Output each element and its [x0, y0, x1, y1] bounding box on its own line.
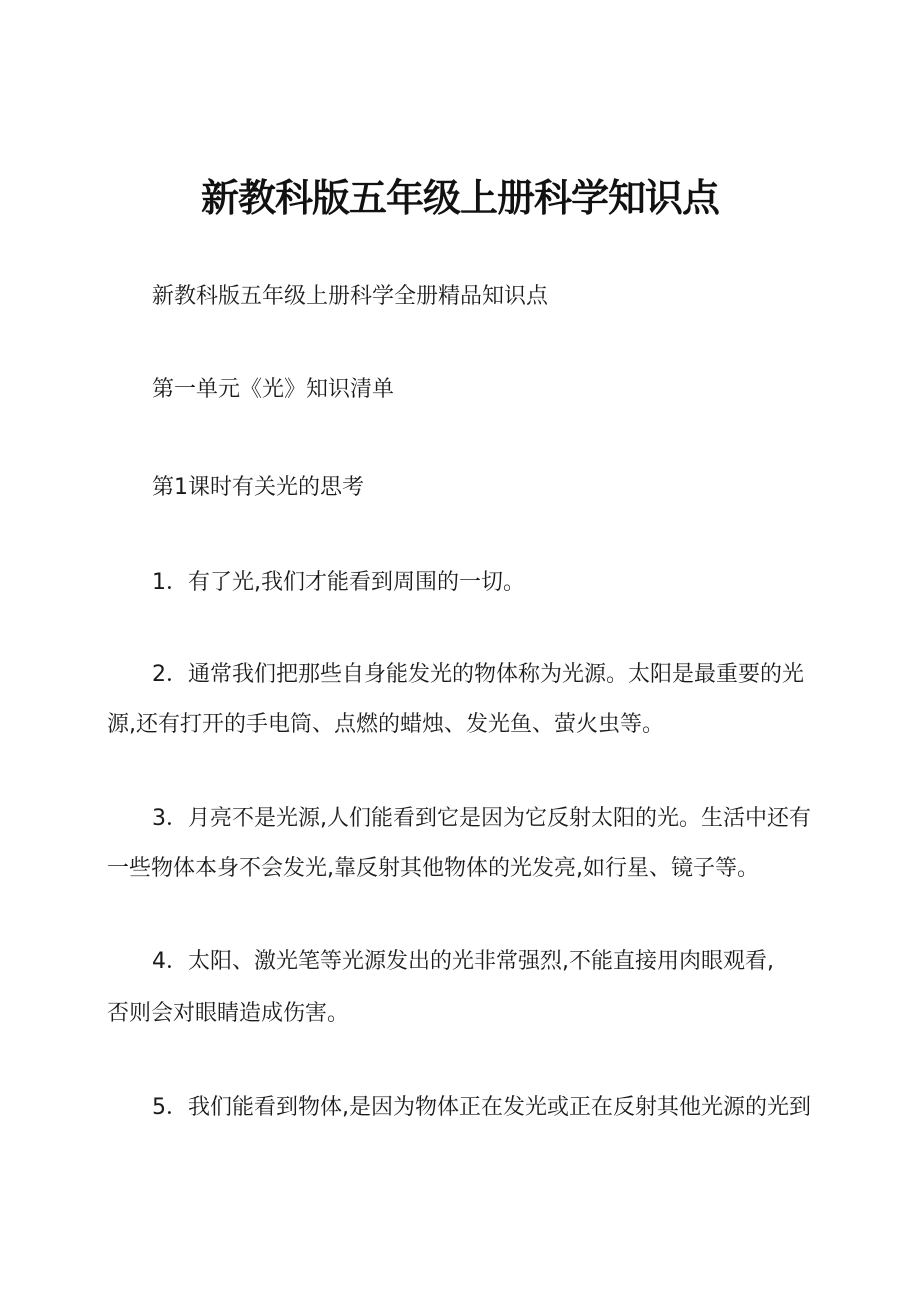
item-4-line-1: 4．太阳、激光笔等光源发出的光非常强烈,不能直接用肉眼观看, — [152, 949, 774, 974]
item-5-line-1: 5．我们能看到物体,是因为物体正在发光或正在反射其他光源的光到 — [152, 1095, 811, 1120]
unit-heading: 第一单元《光》知识清单 — [152, 377, 395, 402]
lesson-heading: 第1课时有关光的思考 — [152, 475, 364, 500]
item-3-line-2: 一些物体本身不会发光,靠反射其他物体的光发亮,如行星、镜子等。 — [107, 856, 759, 881]
item-4-line-2: 否则会对眼睛造成伤害。 — [107, 1001, 350, 1026]
item-2-line-2: 源,还有打开的手电筒、点燃的蜡烛、发光鱼、萤火虫等。 — [107, 712, 664, 737]
document-title: 新教科版五年级上册科学知识点 — [200, 176, 719, 220]
item-1-line-1: 1．有了光,我们才能看到周围的一切。 — [152, 570, 525, 595]
item-3-line-1: 3．月亮不是光源,人们能看到它是因为它反射太阳的光。生活中还有 — [152, 806, 811, 831]
item-2-line-1: 2．通常我们把那些自身能发光的物体称为光源。太阳是最重要的光 — [152, 662, 804, 687]
document-subtitle: 新教科版五年级上册科学全册精品知识点 — [152, 284, 549, 309]
